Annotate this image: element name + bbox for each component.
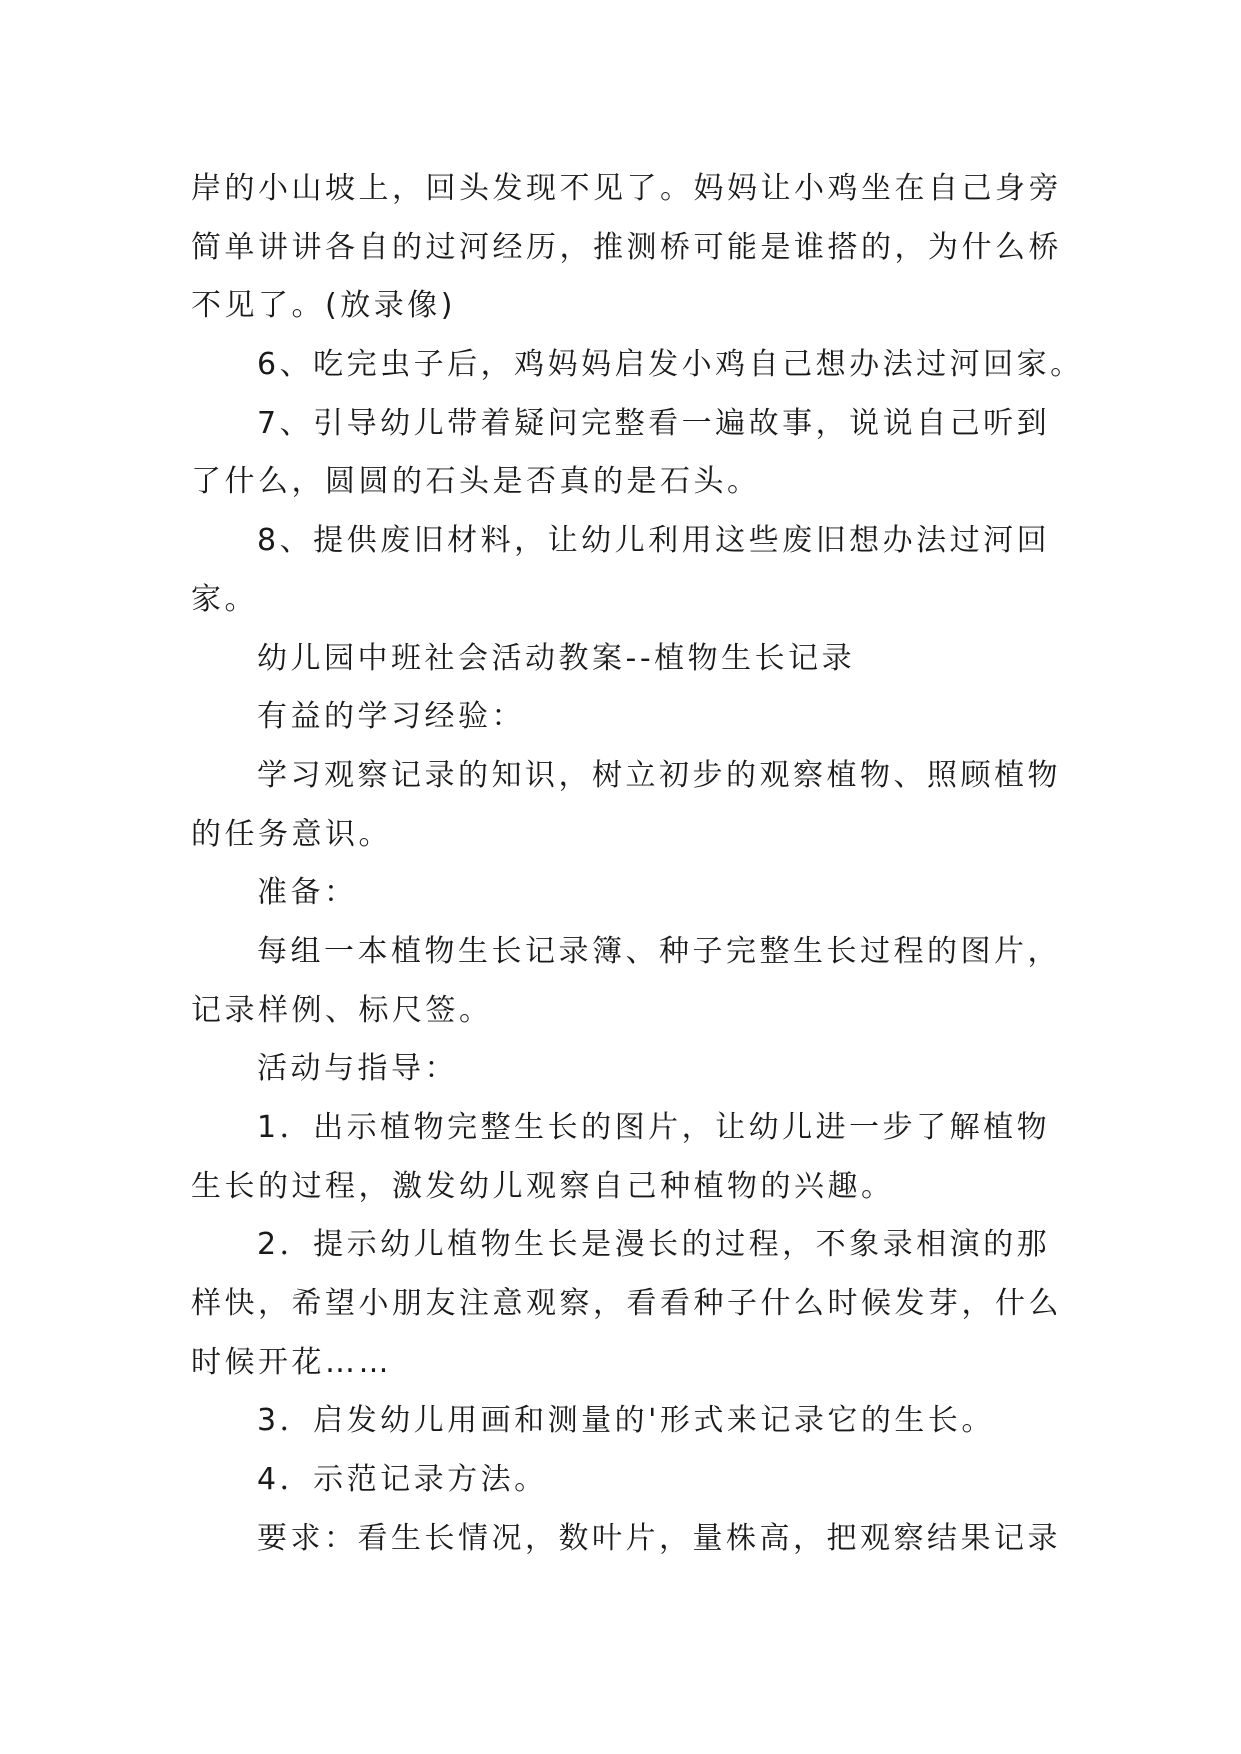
section-heading: 活动与指导： [257,1051,458,1087]
section-heading: 有益的学习经验： [257,699,525,735]
text-line: 的任务意识。 [191,816,392,852]
text-line: 每组一本植物生长记录簿、种子完整生长过程的图片， [257,933,1061,969]
text-line: 简单讲讲各自的过河经历，推测桥可能是谁搭的，为什么桥 [191,229,1062,265]
document-body [191,160,1084,1569]
text-line: 8、提供废旧材料，让幼儿利用这些废旧想办法过河回 [257,523,1051,559]
text-line: 时候开花…… [191,1344,392,1380]
section-title: 幼儿园中班社会活动教案--植物生长记录 [257,640,856,676]
text-line: 了什么，圆圆的石头是否真的是石头。 [191,464,761,500]
text-line: 4．示范记录方法。 [257,1462,548,1498]
text-line: 1．出示植物完整生长的图片，让幼儿进一步了解植物 [257,1110,1051,1145]
text-line: 要求：看生长情况，数叶片，量株高，把观察结果记录 [257,1520,1061,1556]
text-line: 学习观察记录的知识，树立初步的观察植物、照顾植物 [257,757,1061,793]
text-line: 岸的小山坡上，回头发现不见了。妈妈让小鸡坐在自己身旁 [191,171,1062,206]
text-line: 家。 [191,581,258,617]
text-line: 6、吃完虫子后，鸡妈妈启发小鸡自己想办法过河回家。 [257,347,1084,383]
text-line: 记录样例、标尺签。 [191,992,493,1028]
text-line: 不见了。(放录像) [191,288,456,324]
text-line: 2．提示幼儿植物生长是漫长的过程，不象录相演的那 [257,1227,1051,1263]
section-heading: 准备： [257,875,358,911]
text-line: 7、引导幼儿带着疑问完整看一遍故事，说说自己听到 [257,405,1051,441]
text-line: 生长的过程，激发幼儿观察自己种植物的兴趣。 [191,1168,895,1204]
text-line: 3．启发幼儿用画和测量的'形式来记录它的生长。 [257,1403,995,1439]
text-line: 样快，希望小朋友注意观察，看看种子什么时候发芽，什么 [191,1286,1062,1322]
